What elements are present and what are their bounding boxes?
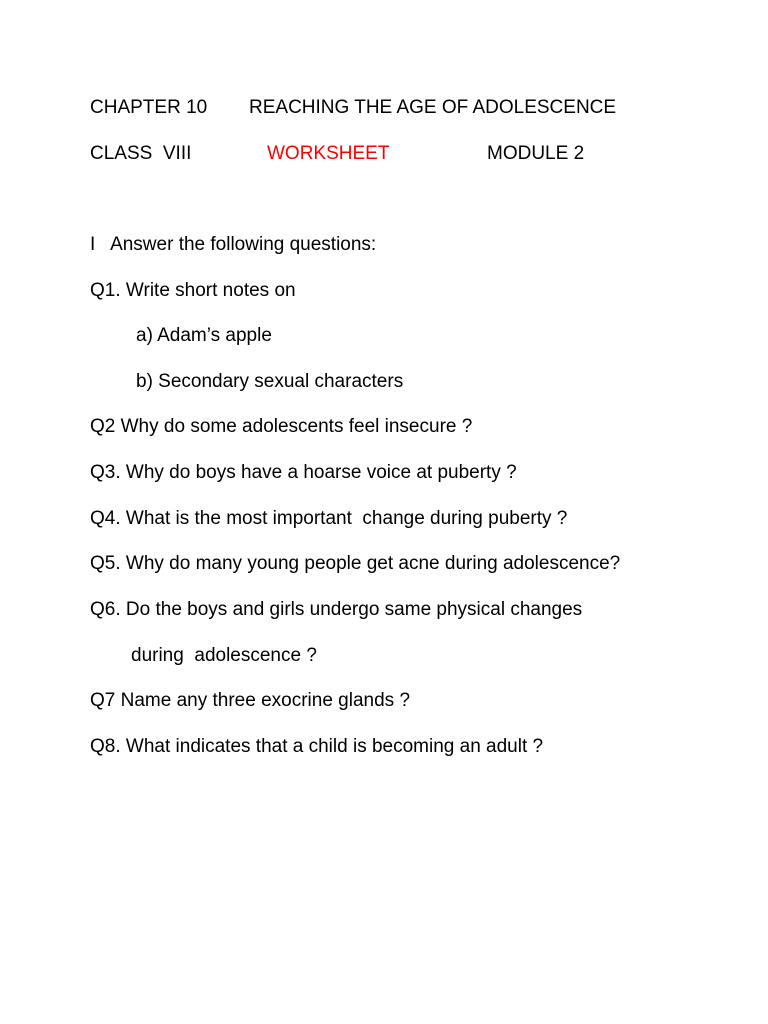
question-3: Q3. Why do boys have a hoarse voice at puberty ? [90, 462, 517, 483]
chapter-label: CHAPTER 10 [90, 97, 208, 118]
question-1b: b) Secondary sexual characters [136, 371, 404, 392]
question-5: Q5. Why do many young people get acne during adolescence? [90, 553, 621, 574]
question-1: Q1. Write short notes on [90, 280, 296, 301]
module-label: MODULE 2 [487, 143, 585, 164]
question-7: Q7 Name any three exocrine glands ? [90, 690, 411, 711]
chapter-title: REACHING THE AGE OF ADOLESCENCE [249, 97, 617, 118]
question-8: Q8. What indicates that a child is becoming an adult ? [90, 736, 544, 757]
worksheet-label: WORKSHEET [267, 143, 390, 164]
section-heading: I Answer the following questions: [90, 234, 377, 255]
question-2: Q2 Why do some adolescents feel insecure ? [90, 416, 473, 437]
question-4: Q4. What is the most important change during puberty ? [90, 508, 568, 529]
question-6: Q6. Do the boys and girls undergo same physical changes [90, 599, 583, 620]
question-6-continued: during adolescence ? [131, 645, 317, 666]
class-label: CLASS VIII [90, 143, 192, 164]
question-1a: a) Adam’s apple [136, 325, 272, 346]
